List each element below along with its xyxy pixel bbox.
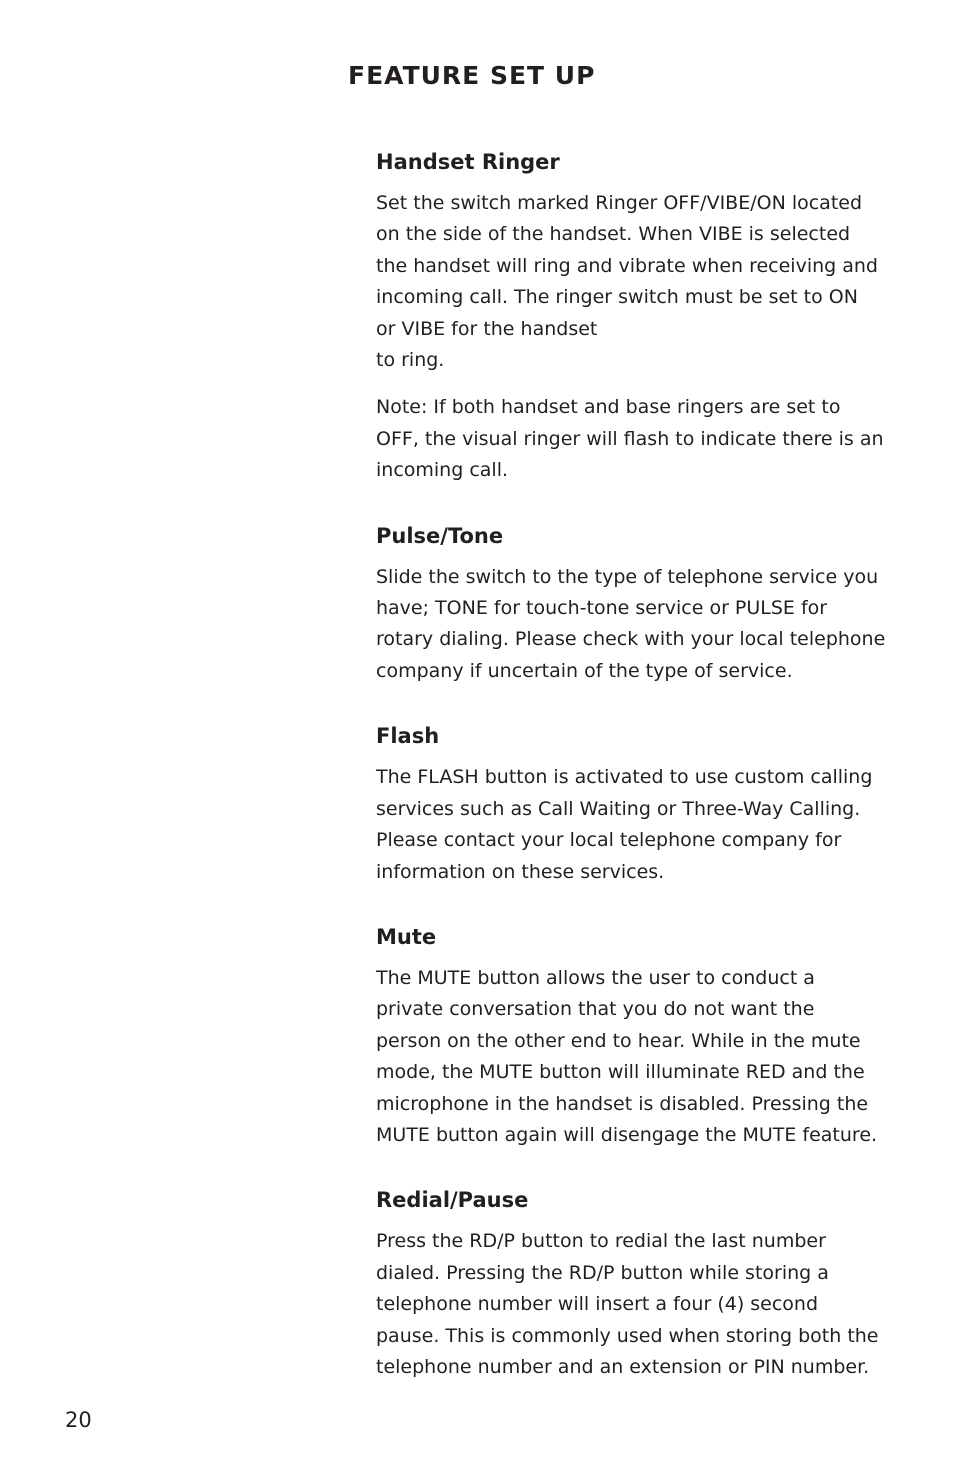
section-pulse-tone bbox=[376, 521, 906, 688]
section-redial-pause bbox=[376, 1185, 906, 1383]
section-note: Note: If both handset and base ringers are set to OFF, the visual ringer will flash to indicate there is an incoming call. bbox=[376, 396, 884, 482]
content-column bbox=[376, 147, 906, 1383]
section-paragraph: The FLASH button is activated to use custom calling services such as Call Waiting or Three-Way Calling. Please contact your local telephone company for information on these services. bbox=[376, 766, 873, 883]
section-title: Handset Ringer bbox=[376, 150, 560, 174]
section-paragraph: Set the switch marked Ringer OFF/VIBE/ON located on the side of the handset. When VIBE is selected the handset will ring and vibrate when receiving and incoming call. The ringer switch must be set to ON or VIBE for the handset to ring. bbox=[376, 192, 878, 372]
section-handset-ringer bbox=[376, 147, 906, 487]
page-heading: FEATURE SET UP bbox=[348, 61, 596, 90]
section-flash bbox=[376, 721, 906, 888]
section-paragraph: Press the RD/P button to redial the last number dialed. Pressing the RD/P button while storing a telephone number will insert a four (4) second pause. This is commonly used when storing both the telephone number and an extension or PIN number. bbox=[376, 1230, 879, 1378]
section-title: Mute bbox=[376, 924, 437, 949]
section-title: Redial/Pause bbox=[376, 1188, 529, 1213]
section-mute bbox=[376, 922, 906, 1151]
section-paragraph: Slide the switch to the type of telephone service you have; TONE for touch-tone service or PULSE for rotary dialing. Please check with your local telephone company if uncertain of the type of service. bbox=[376, 565, 886, 682]
page-number: 20 bbox=[65, 1408, 92, 1432]
section-title: Flash bbox=[376, 724, 440, 749]
section-title: Pulse/Tone bbox=[376, 523, 504, 548]
section-paragraph: The MUTE button allows the user to conduct a private conversation that you do not want the person on the other end to hear. While in the mute mode, the MUTE button will illuminate RED and the microphone in the handset is disabled. Pressing the MUTE button again will disengage the MUTE feature. bbox=[376, 966, 878, 1146]
